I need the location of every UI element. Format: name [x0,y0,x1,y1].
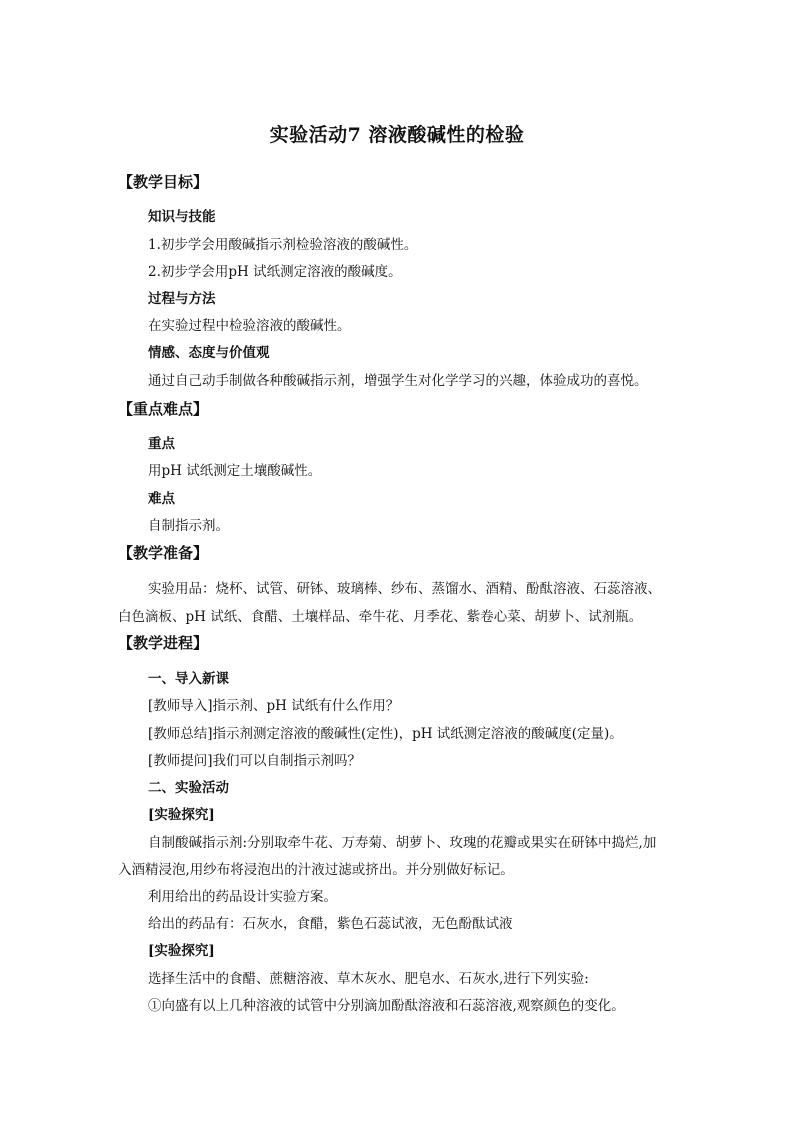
paragraph: 入酒精浸泡,用纱布将浸泡出的汁液过滤或挤出。并分别做好标记。 [118,862,514,878]
paragraph: [教师导入]指示剂、pH 试纸有什么作用？ [148,698,400,714]
subheading-activity: 二、实验活动 [148,780,229,796]
paragraph: 自制指示剂。 [148,518,229,534]
paragraph: 2.初步学会用pH 试纸测定溶液的酸碱度。 [148,264,402,280]
document-title: 实验活动7 溶液酸碱性的检验 [269,124,525,146]
subheading-intro: 一、导入新课 [148,671,229,687]
paragraph: 选择生活中的食醋、蔗糖溶液、草木灰水、肥皂水、石灰水,进行下列实验: [148,971,589,987]
paragraph: 用pH 试纸测定土壤酸碱性。 [148,463,322,479]
paragraph: 给出的药品有：石灰水，食醋，紫色石蕊试液，无色酚酞试液 [148,916,513,932]
section-heading-objectives: 【教学目标】 [118,173,209,191]
subheading-values: 情感、态度与价值观 [148,345,270,361]
section-heading-preparation: 【教学准备】 [118,544,209,562]
section-heading-key-points: 【重点难点】 [118,400,209,418]
experiment-tag: [实验探究] [148,807,215,823]
subheading-knowledge-skills: 知识与技能 [148,209,216,225]
paragraph: 白色滴板、pH 试纸、食醋、土壤样品、牵牛花、月季花、紫卷心菜、胡萝卜、试剂瓶。 [118,609,643,625]
experiment-tag: [实验探究] [148,943,215,959]
paragraph: 通过自己动手制做各种酸碱指示剂，增强学生对化学学习的兴趣，体验成功的喜悦。 [148,373,648,389]
paragraph: 在实验过程中检验溶液的酸碱性。 [148,318,351,334]
paragraph: 自制酸碱指示剂:分别取牵牛花、万寿菊、胡萝卜、玫瑰的花瓣或果实在研钵中捣烂,加 [148,835,657,851]
subheading-process-methods: 过程与方法 [148,291,216,307]
paragraph: [教师提问]我们可以自制指示剂吗？ [148,753,362,769]
section-heading-process: 【教学进程】 [118,634,209,652]
paragraph: 利用给出的药品设计实验方案。 [148,889,337,905]
subheading-key: 重点 [148,436,175,452]
paragraph: 1.初步学会用酸碱指示剂检验溶液的酸碱性。 [148,237,418,253]
paragraph: 实验用品：烧杯、试管、研钵、玻璃棒、纱布、蒸馏水、酒精、酚酞溶液、石蕊溶液、 [148,581,661,597]
paragraph: [教师总结]指示剂测定溶液的酸碱性(定性)，pH 试纸测定溶液的酸碱度(定量)。 [148,726,623,742]
subheading-difficulty: 难点 [148,491,175,507]
paragraph: ①向盛有以上几种溶液的试管中分别滴加酚酞溶液和石蕊溶液,观察颜色的变化。 [148,998,625,1014]
